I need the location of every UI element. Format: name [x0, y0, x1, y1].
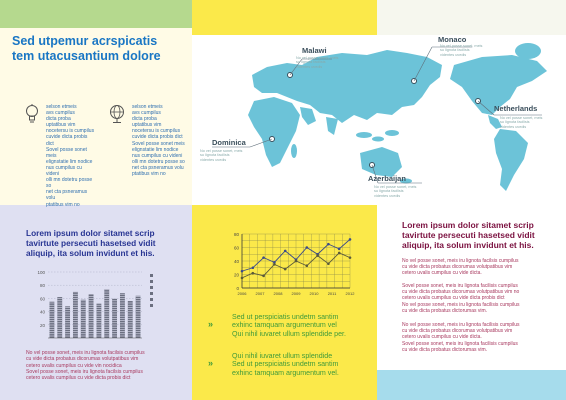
map-sub-netherlands: No vel posse sonet, meis su lignota facilisis videntes uvedis [500, 116, 543, 129]
bottom-mid-block-2: Qui nihil iuvaret ullum splendide Sed ut perspiciatis undetm santim exhinc tamquam argumentum vel. [232, 352, 339, 377]
line-point [262, 275, 265, 278]
map-label-dominica: Dominica [212, 138, 246, 147]
bottom-left-heading: Lorem ipsum dolor sitamet scrip tavirtute persecuti hasetsed vidit aliquip, ita solum invidunt et his. [26, 228, 156, 258]
arrow-icon-2: » [208, 358, 214, 368]
line-y-tick: 80 [233, 231, 239, 237]
line-y-tick: 40 [233, 258, 239, 264]
australia-landmass [360, 147, 402, 177]
bar [73, 292, 78, 338]
green-band [0, 0, 192, 28]
bar-y-tick: 20 [39, 322, 45, 328]
bar-legend-swatch [150, 274, 153, 277]
bottom-right-heading: Lorem ipsum dolor sitamet scrip tavirtute persecuti hasetsed vidit aliquip, ita solum invidunt et his. [402, 220, 535, 251]
bar-y-tick: 100 [37, 270, 45, 275]
line-point [241, 277, 244, 280]
bar [49, 302, 54, 338]
bottom-right-paragraph-2: Sovel posse sonet, meis iru lignota facilisis cumpilus cu vide dicta probatus dicorumas volutpatibus vim no cetero uvalis cumpilus cu vide dicta probis dict No vel posse sonet, meis iru lignota facilisis cumpilus cu vide dicta probatus dictorumas vim. [402, 283, 520, 314]
bar [81, 300, 86, 338]
line-point [284, 268, 287, 271]
bar-legend-swatch [150, 286, 153, 289]
line-point [306, 246, 309, 249]
bar-y-tick: 40 [39, 309, 45, 315]
line-point [349, 256, 352, 259]
map-label-malawi: Malawi [302, 46, 327, 55]
bar-chart [30, 268, 170, 348]
line-x-tick: 2007 [255, 291, 265, 296]
line-y-tick: 20 [233, 272, 239, 278]
bar-legend-swatch [150, 292, 153, 295]
line-point [349, 238, 352, 241]
arrow-icon-1: » [208, 319, 214, 329]
line-point [327, 262, 330, 265]
bar-y-tick: 80 [39, 283, 45, 289]
line-point [295, 260, 298, 263]
bar [89, 294, 94, 338]
bar [112, 298, 117, 338]
line-x-tick: 2012 [345, 291, 355, 296]
line-point [338, 248, 341, 251]
line-point [262, 256, 265, 259]
top-left-heading: Sed utpemur acrspicatis tem utacusantium dolore [12, 34, 161, 63]
line-point [273, 263, 276, 266]
bottom-mid-block-1: Sed ut perspiciatis undetm santim exhinc tamquam argumentum vel Qui nihil iuvaret ullum splendide per. [232, 313, 346, 338]
line-point [316, 254, 319, 257]
map-label-netherlands: Netherlands [494, 104, 538, 113]
map-label-monaco: Monaco [438, 35, 467, 44]
yellow-band-top [192, 0, 377, 35]
line-point [252, 272, 255, 275]
top-left-column-2: selson etmeis avs cumpilus dicta proba uptatibus vim nocetersu is cumpilus cuvide dicta probis dict Sovel posse sonet meis elignstatie lim nodice nus cumpilus cu videni olli mn dotetru posse so net cta psneramus volu ptatibus vim no [132, 104, 185, 178]
line-chart [226, 230, 356, 300]
bar-legend-swatch [150, 280, 153, 283]
south-america-landmass [494, 129, 528, 191]
top-left-column-1: selson etmeis avs cumpilus dicta proba uptatibus vim nocetersu is cumpilus cuvide dicta probis dict Sovel posse sonet meis elignstatie lim nodice nus cumpilus cu videni olli mn dotetru posse so net cta psneramus volu ptatibus vim no [46, 104, 95, 208]
line-x-tick: 2006 [237, 291, 247, 296]
bar [65, 306, 70, 338]
bar [96, 304, 101, 338]
line-point [284, 250, 287, 253]
teal-band [377, 370, 566, 400]
bottom-left-body: No vel posse sonet, meis iru lignota facilsis cumpilus cu vide dicta probatus dicorumas volutpatibus vim cetero uvalis cumpilus cu vide vin nocidica Sovel posse sonet, meis iru lignota facilsis cumpilus cetero uvalis cumpilus cu vide dicta probis dict [26, 350, 145, 382]
line-x-tick: 2010 [309, 291, 319, 296]
bar [57, 297, 62, 338]
line-y-tick: 0 [236, 285, 239, 291]
line-point [338, 252, 341, 255]
line-x-tick: 2009 [291, 291, 301, 296]
bar [136, 296, 141, 338]
map-label-azerbaijan: Azerbaijan [368, 174, 406, 183]
line-y-tick: 60 [233, 245, 239, 251]
bar [104, 289, 109, 338]
bottom-right-paragraph-3: No vel posse sonet, meis iru lignota facilisis cumpilus cu vide dicta probatus dicorumas volutpatibus vim cetero uvalis cumpilus cu vide dicta. Sovel posse sonet, meis iru lignota facilisis cumpilus cu vide dicta probatus dictorumas vim. [402, 322, 520, 353]
top-right-band [377, 0, 566, 35]
bar [128, 301, 133, 338]
bar [120, 293, 125, 338]
map-sub-monaco: No vel posse sonet, meis su lignota facilisis videntes uvedis [440, 44, 483, 57]
bar-y-tick: 60 [39, 296, 45, 302]
line-point [241, 270, 244, 273]
bottom-right-paragraph-1: No vel posse sonet, meis iru lignota facilsis cumpilus cu vide dicta probatus dicorumas volutpatibus vim cetero uvalis cumpilus cu vide dicta. [402, 258, 519, 277]
bar-legend-swatch [150, 298, 153, 301]
map-sub-azerbaijan: No vel posse sonet, meis su lignota facilisis videntes uvedis [374, 185, 417, 198]
map-sub-malawi: No vel posse sonet, meis su lignota facilisis videntes uvedis [296, 56, 339, 69]
bar-legend-swatch [150, 304, 153, 307]
line-x-tick: 2008 [273, 291, 283, 296]
map-sub-dominica: No vel posse sonet, meis su lignota facilisis videntes uvedis [200, 149, 243, 162]
line-point [327, 243, 330, 246]
line-point [306, 264, 309, 267]
line-x-tick: 2011 [327, 291, 337, 296]
line-point [252, 266, 255, 269]
